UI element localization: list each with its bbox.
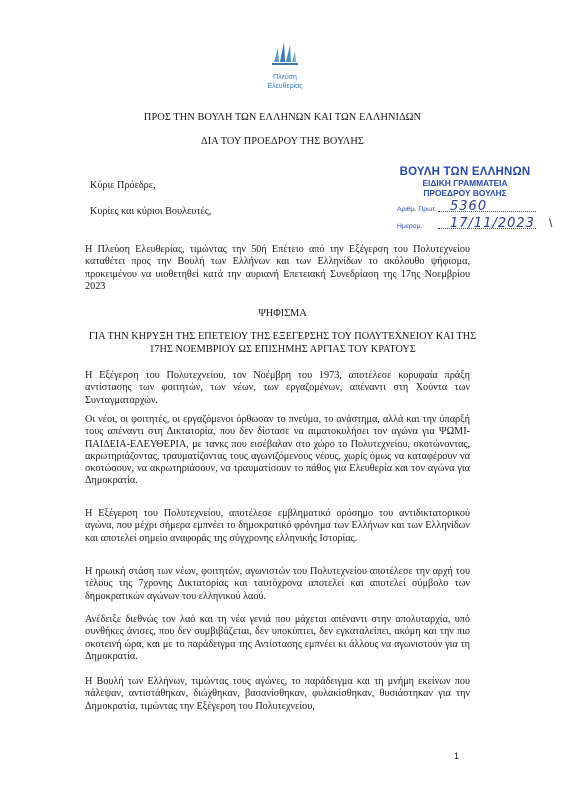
intro-paragraph [85, 244, 470, 293]
salutation-mps: Κυρίες και κύριοι Βουλευτές, [90, 206, 212, 217]
protocol-value: 5360 [450, 199, 488, 214]
via-line: ΔΙΑ ΤΟΥ ΠΡΟΕΔΡΟΥ ΤΗΣ ΒΟΥΛΗΣ [201, 136, 364, 147]
protocol-label: Αριθμ. Πρωτ. [397, 206, 437, 213]
heading-line-1: ΓΙΑ ΤΗΝ ΚΗΡΥΞΗ ΤΗΣ ΕΠΕΤΕΙΟΥ ΤΗΣ ΕΞΕΓΕΡΣΗΣ ΤΟΥ ΠΟΛΥΤΕΧΝΕΙΟΥ ΚΑΙ ΤΗΣ [88, 331, 477, 342]
body-paragraph-1: Η Εξέγερση του Πολυτεχνείου, τον Νοέμβρη του 1973, αποτέλεσε κορυφαία πράξη αντίστασης των φοιτητών, των νέων, των εργαζομένων, απέναντι στη Χούντα των Συνταγματαρχών. [85, 370, 470, 406]
party-logo [255, 40, 315, 92]
stamp-date-row [390, 218, 540, 232]
sailboat-logo-icon [268, 40, 302, 68]
logo-name-2: Ελευθερίας [267, 83, 303, 90]
body-paragraph-4: Η ηρωική στάση των νέων, φοιτητών, αγωνιστών του Πολυτεχνείου αποτέλεσε την αρχή του τέλους της 7χρονης Δικτατορίας και ταυτόχρονα αποτελεί και αποτελεί σύμβολο των δημοκρατικών αγώνων του ελληνικού λαού. [85, 566, 470, 602]
body-paragraph-5: Ανέδειξε διεθνώς τον λαό και τη νέα γενιά που μάχεται απέναντι στην απολυταρχία, υπό συνθήκες άνισες, που δεν συμβιβάζεται, δεν υποκύπτει, δεν εγκαταλείπει, ακόμη και την πιο σκοτεινή ώρα, και με το παράδειγμα της Αντίστασης εμπνέει κι άλλους να αγωνιστούν για τη Δημοκρατία. [85, 614, 470, 662]
intro-text: Η Πλεύση Ελευθερίας, τιμώντας την 50ή Επέτειο από την Εξέγερση του Πολυτεχνείου καταθέτει προς την Βουλή των Ελλήνων και των Ελληνίδων το ακόλουθο ψήφισμα, προκειμένου να υιοθετηθεί κατά την αυριανή Επετειακή Συνεδρίαση της 17ης Νοεμβρίου 2023 [85, 244, 470, 292]
body-paragraph-3: Η Εξέγερση του Πολυτεχνείου, αποτέλεσε εμβληματικό ορόσημο του αντιδικτατορικού αγώνα, που μέχρι σήμερα εμπνέει το δημοκρατικό φρόνημα των Ελλήνων και των Ελληνίδων και αποτελεί σημείο αναφοράς της σύγχρονης ελληνικής Ιστορίας. [85, 508, 470, 544]
resolution-heading [60, 331, 505, 356]
stamp-title: ΒΟΥΛΗ ΤΩΝ ΕΛΛΗΝΩΝ [399, 166, 531, 178]
edge-mark: \ [549, 216, 553, 230]
page-number: 1 [454, 751, 460, 761]
body-paragraph-2: Οι νέοι, οι φοιτητές, οι εργαζόμενοι όρθωσαν το πνεύμα, το ανάστημα, αλλά και την ύπαρξή τους απέναντι στη Δικτατορία, που δεν δίστασε να αιματοκυλήσει τον αγώνα για ΨΩΜΙ-ΠΑΙΔΕΙΑ-ΕΛΕΥΘΕΡΙΑ, με τανκς που εισέβαλαν στο χώρο το Πολυτεχνείου, σκοτώνοντας, ακρωτηριάζοντας, τραυματίζοντας τους αγωνιζόμενους νέους, χωρίς όμως να καταφέρουν να σκοτώσουν, να ακρωτηριάσουν, να τραυματίσουν το πάθος για Ελευθερία και τον αγώνα για Δημοκρατία. [85, 414, 470, 487]
date-label: Ημερομ. [397, 223, 423, 230]
stamp-sub1: ΕΙΔΙΚΗ ΓΡΑΜΜΑΤΕΙΑ [422, 178, 508, 188]
body-paragraph-6: Η Βουλή των Ελλήνων, τιμώντας τους αγώνες, το παράδειγμα και τη μνήμη εκείνων που πάλεψαν, αντιστάθηκαν, διώχθηκαν, βασανίσθηκαν, φυλακίσθηκαν, θυσιάστηκαν για την Δημοκρατία, τιμώντας την Εξέγερση του Πολυτεχνείου, [85, 676, 470, 712]
logo-name: Πλεύση [273, 74, 297, 81]
stamp-protocol-row [390, 201, 540, 215]
heading-line-2: 17ΗΣ ΝΟΕΜΒΡΙΟΥ ΩΣ ΕΠΙΣΗΜΗΣ ΑΡΓΙΑΣ ΤΟΥ ΚΡΑΤΟΥΣ [149, 343, 416, 355]
stamp-sub2: ΠΡΟΕΔΡΟΥ ΒΟΥΛΗΣ [423, 188, 507, 198]
date-value: 17/11/2023 [450, 216, 535, 231]
document-title: ΨΗΦΙΣΜΑ [258, 308, 307, 319]
salutation-president: Κύριε Πρόεδρε, [90, 180, 156, 191]
parliament-stamp [390, 166, 540, 232]
recipient-line: ΠΡΟΣ ΤΗΝ ΒΟΥΛΗ ΤΩΝ ΕΛΛΗΝΩΝ ΚΑΙ ΤΩΝ ΕΛΛΗΝΙΔΩΝ [143, 112, 422, 123]
